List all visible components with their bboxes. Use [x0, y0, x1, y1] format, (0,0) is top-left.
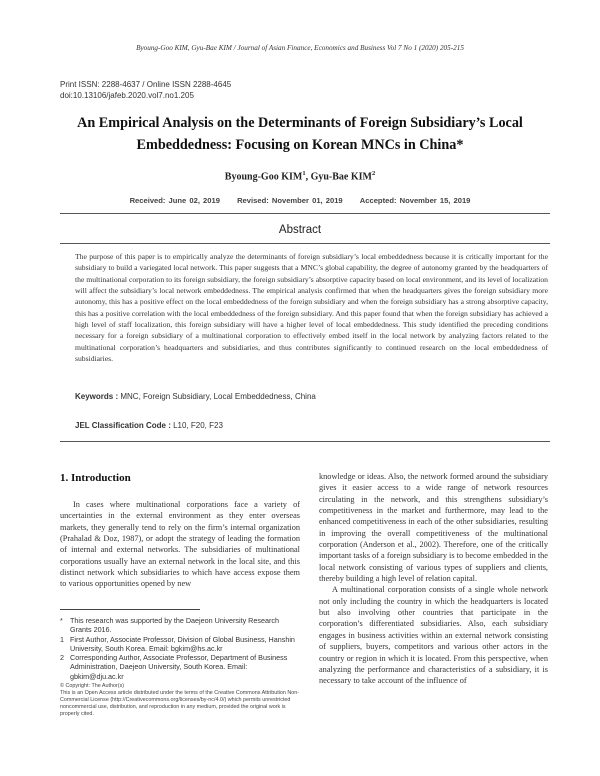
jel-label: JEL Classification Code : [75, 421, 171, 430]
footnote-2-text: Corresponding Author, Associate Professor, Department of Business Administration, Daejeon University, South Korea. Email: gbkim@dju.ac.kr [70, 653, 288, 681]
abstract-top-rule [60, 213, 550, 214]
section-heading-introduction: 1. Introduction [60, 472, 131, 484]
left-column [60, 472, 300, 590]
copyright-line: © Copyright: The Author(s) [60, 683, 125, 690]
accepted-date: Accepted: November 15, 2019 [359, 196, 471, 205]
footnotes [60, 616, 300, 718]
keywords-value: MNC, Foreign Subsidiary, Local Embeddedness, China [118, 392, 316, 401]
footnote-1-mark: 1 [60, 634, 64, 644]
issn-block [60, 79, 231, 101]
received-date: Received: June 02, 2019 [129, 196, 220, 205]
keywords-label: Keywords : [75, 392, 119, 401]
abstract-text: The purpose of this paper is to empirically analyze the determinants of foreign subsidiary’s local embeddedness because it is critically important for the subsidiary to build a variegated local network. This paper suggests that a MNC’s global capability, the degree of autonomy granted by the headquarters of the multinational corporation to its foreign subsidiary, the foreign subsidiary’s absorptive capacity based on local environment, and its level of localization will affect the subsidiary’s local network embeddedness. The empirical analysis confirmed that when the headquarters gives the foreign subsidiary more autonomy, this has a positive effect on the local embeddedness of the foreign subsidiary and when the foreign subsidiary has a strong absorptive capacity, this has a positive correlation with the local embeddedness of the foreign subsidiary. And this paper found that when the foreign subsidiary has achieved a high level of staff localization, this foreign subsidiary will have a higher level of local embeddedness. This study identified the preceding conditions necessary for a foreign subsidiary of a multinational corporation to effectively embed itself in the local network by analyzing factors related to the multinational corporation’s headquarters and subsidiaries, and thus contributes significantly to continued research on the local embeddedness of subsidiaries. [75, 252, 548, 364]
abstract-bottom-rule [60, 441, 550, 442]
abstract-heading-rule [60, 243, 550, 244]
issn-line: Print ISSN: 2288-4637 / Online ISSN 2288-4645 [60, 80, 232, 89]
jel-classification [75, 421, 223, 430]
title-line-1: An Empirical Analysis on the Determinants of Foreign Subsidiary’s Local [77, 115, 523, 131]
title-line-2: Embeddedness: Focusing on Korean MNCs in China* [136, 137, 464, 153]
footnote-funding-mark: * [60, 616, 63, 625]
jel-value: L10, F20, F23 [170, 421, 223, 430]
author-1: Byoung-Goo KIM [224, 171, 303, 183]
author-2: Gyu-Bae KIM [310, 171, 372, 183]
running-head: Byoung-Goo KIM, Gyu-Bae KIM / Journal of Asian Finance, Economics and Business Vol 7 No 1 (2020) 205-215 [136, 44, 464, 52]
footnote-rule [60, 609, 200, 610]
abstract-heading: Abstract [278, 224, 322, 236]
footnote-author-1 [60, 635, 300, 654]
footnote-funding [60, 616, 300, 635]
author-1-affiliation-mark: 1 [302, 170, 306, 177]
license-text: This is an Open Access article distributed under the terms of the Creative Commons Attribution Non-Commercial License (http://Creativecommons.org/licenses/by-nc/4.0/) which permits unrestricted noncommercial use, distribution, and reproduction in any medium, provided the original work is properly cited. [60, 689, 300, 717]
intro-paragraph-1-continued: knowledge or ideas. Also, the network formed around the subsidiary gives it easier access to a wide range of network resources circulating in the network, and this strengthens subsidiary’s competitiveness in the market and furthermore, may lead to the enhanced competitiveness in each of the other subsidiaries, resulting in improving the overall competitiveness of the multinational corporation (Anderson et al., 2002). Therefore, one of the critically important tasks of a foreign subsidiary is to become embedded in the local network consisting of various types of suppliers and clients, thereby building a high level of relation capital. [319, 472, 548, 584]
intro-paragraph-2: A multinational corporation consists of a single whole network not only including the country in which the headquarters is located but also involving other countries that participate in the corporation’s differentiated subsidiaries. Also, each subsidiary engages in business activities within an external network consisting of suppliers, buyers, competitors and various other actors in the country or region in which it is located. From this perspective, when analyzing the performance and characteristics of a subsidiary, it is necessary to take account of the influence of [319, 585, 548, 686]
right-column [319, 471, 548, 687]
license-notice [60, 683, 300, 718]
doi-line: doi:10.13106/jafeb.2020.vol7.no1.205 [60, 91, 194, 100]
author-separator: , [305, 171, 311, 183]
intro-paragraph-1: In cases where multinational corporations face a variety of uncertainties in the external environment as they enter overseas markets, they generally tend to rely on the firm’s internal organization (Prahalad & Doz, 1987), or adopt the strategy of leading the formation of internal and external networks. The subsidiaries of multinational corporations usually have an external network in the local site, and this distinct network which subsidiaries to which have access expose them to various opportunities opened by new [60, 500, 300, 589]
footnote-author-2 [60, 653, 300, 681]
footnote-2-mark: 2 [60, 653, 64, 663]
submission-dates [60, 196, 540, 205]
keywords [75, 392, 316, 401]
paper-title [60, 112, 540, 156]
author-list [0, 170, 600, 182]
revised-date: Revised: November 01, 2019 [237, 196, 343, 205]
author-2-affiliation-mark: 2 [371, 170, 376, 177]
footnote-funding-text: This research was supported by the Daejeon University Research Grants 2016. [70, 616, 279, 635]
footnote-1-text: First Author, Associate Professor, Division of Global Business, Hanshin University, South Korea. Email: bgkim@hs.ac.kr [70, 634, 295, 653]
